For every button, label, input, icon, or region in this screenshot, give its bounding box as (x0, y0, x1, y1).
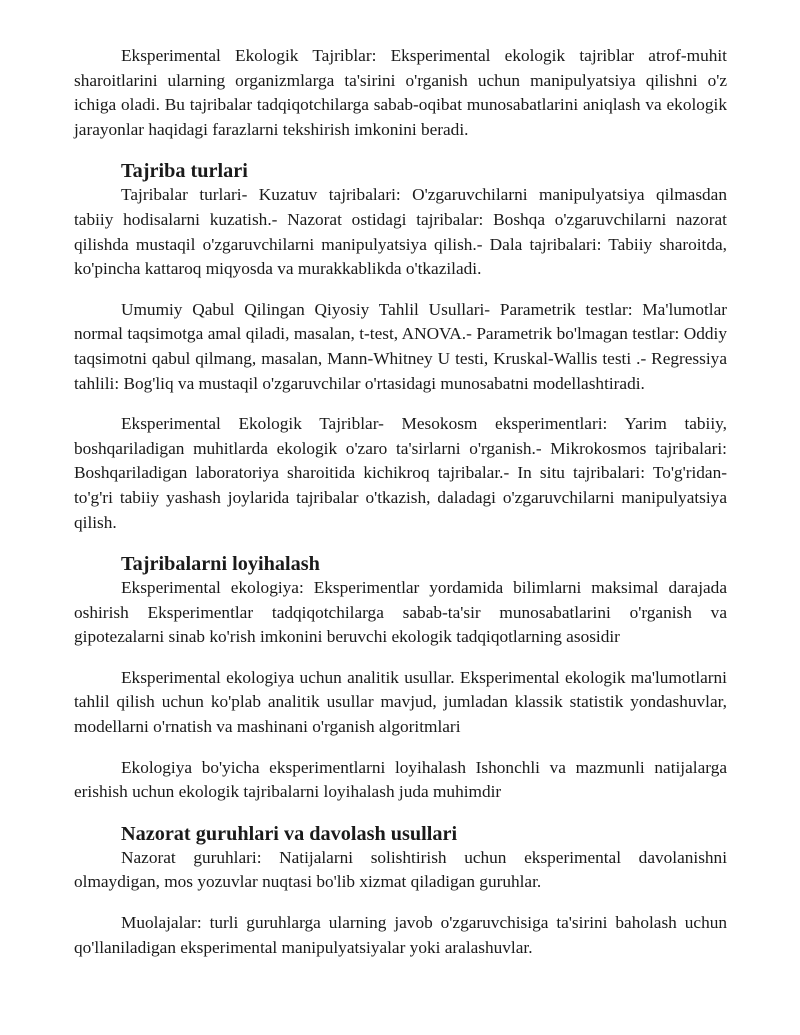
paragraph-intro: Eksperimental Ekologik Tajriblar: Eksperimental ekologik tajriblar atrof-muhit sharoitlarini ularning organizmlarga ta'sirini o'rganish uchun manipulyatsiya qilishni o'z ichiga oladi. Bu tajribalar tadqiqotchilarga sabab-oqibat munosabatlarini aniqlash va ekologik jarayonlar haqidagi farazlarni tekshirish imkonini beradi. (74, 46, 727, 139)
paragraph-design-importance: Ekologiya bo'yicha eksperimentlarni loyihalash Ishonchli va mazmunli natijalarga erishish uchun ekologik tajribalarni loyihalash juda muhimdir (74, 757, 727, 802)
paragraph-experiment-types: Tajribalar turlari- Kuzatuv tajribalari: O'zgaruvchilarni manipulyatsiya qilmasdan tabiiy hodisalarni kuzatish.- Nazorat ostidagi tajribalar: Boshqa o'zgaruvchilarni nazorat qilishda mustaqil o'zgaruvchilarni manipulyatsiya qilish.- Dala tajribalari: Tabiiy sharoitda, ko'pincha kattaroq miqyosda va murakkablikda o'tkaziladi. (74, 185, 727, 279)
heading-experiment-types: Tajriba turlari (121, 160, 248, 183)
paragraph-treatments: Muolajalar: turli guruhlarga ularning javob o'zgaruvchisiga ta'sirini baholash uchun qo'llaniladigan eksperimental manipulyatsiyalar yoki aralashuvlar. (74, 913, 727, 957)
paragraph-analytic-methods: Eksperimental ekologiya uchun analitik usullar. Eksperimental ekologik ma'lumotlarni tahlil qilish uchun ko'plab analitik usullar mavjud, jumladan klassik statistik yondashuvlar, modellarni o'rnatish va mashinani o'rganish algoritmlari (74, 667, 727, 737)
paragraph-control-groups: Nazorat guruhlari: Natijalarni solishtirish uchun eksperimental davolanishni olmaydigan, mos yozuvlar nuqtasi bo'lib xizmat qiladigan guruhlar. (74, 847, 727, 892)
paragraph-ecological-experiments: Eksperimental Ekologik Tajriblar- Mesokosm eksperimentlari: Yarim tabiiy, boshqariladigan muhitlarda ekologik o'zaro ta'sirlarni o'rganish.- Mikrokosmos tajribalari: Boshqariladigan laboratoriya sharoitida kichikroq tajribalar.- In situ tajribalari: To'g'ridan-to'g'ri tabiiy yashash joylarida tajribalar o'tkazish, daladagi o'zgaruvchilarni manipulyatsiya qilish. (74, 414, 727, 532)
paragraph-analysis-methods: Umumiy Qabul Qilingan Qiyosiy Tahlil Usullari- Parametrik testlar: Ma'lumotlar normal taqsimotga amal qiladi, masalan, t-test, ANOVA.- Parametrik bo'lmagan testlar: Oddiy taqsimotni qabul qilmang, masalan, Mann-Whitney U testi, Kruskal-Wallis testi .- Regressiya tahlili: Bog'liq va mustaqil o'zgaruvchilar o'rtasidagi munosabatni modellashtiradi. (74, 299, 727, 393)
heading-control-groups: Nazorat guruhlari va davolash usullari (121, 822, 458, 845)
document-page (74, 44, 727, 960)
paragraph-experimental-ecology: Eksperimental ekologiya: Eksperimentlar yordamida bilimlarni maksimal darajada oshirish Eksperimentlar tadqiqotchilarga sabab-ta'sir munosabatlarini o'rganish va gipotezalarni sinab ko'rish imkonini beruvchi ekologik tadqiqotlarning asosidir (74, 578, 727, 647)
heading-experiment-design: Tajribalarni loyihalash (121, 553, 320, 576)
